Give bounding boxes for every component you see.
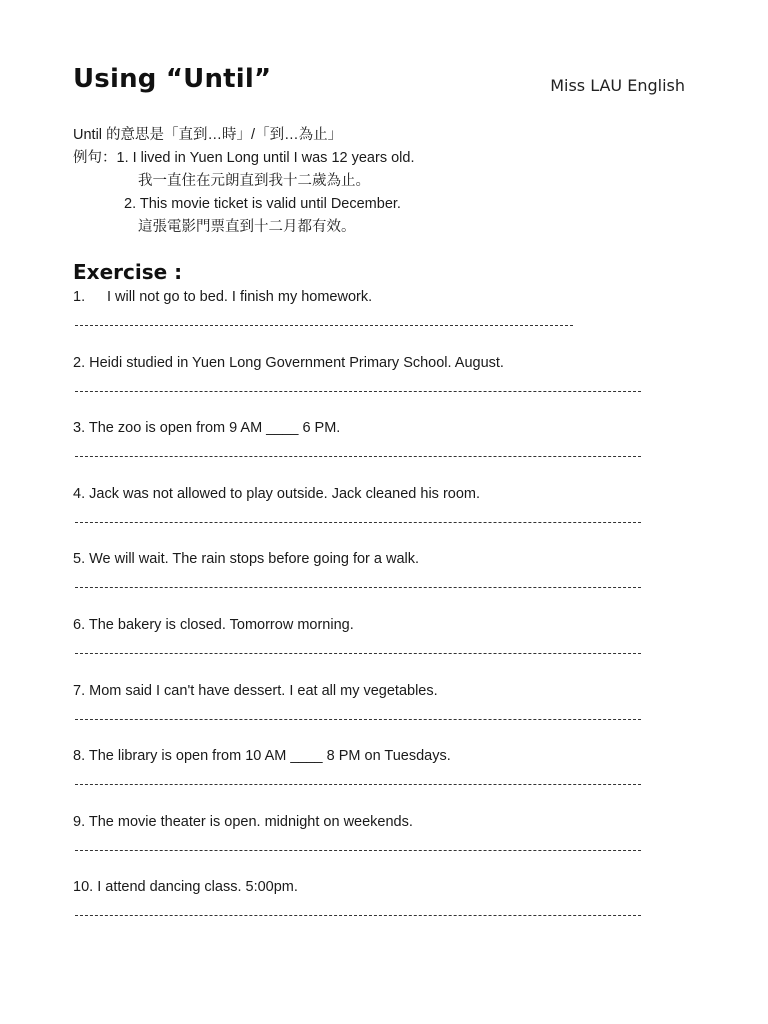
examples-label: 例句： [73, 150, 117, 166]
exercise-question [73, 287, 653, 353]
exercise-question [73, 615, 653, 681]
question-text [73, 877, 298, 897]
question-number: 1. [73, 289, 86, 305]
question-sentence: I attend dancing class. 5:00pm. [97, 879, 298, 896]
question-sentence: The bakery is closed. Tomorrow morning. [88, 616, 354, 633]
question-number: 2. [73, 354, 86, 371]
answer-line[interactable] [75, 784, 641, 785]
example-2-chinese: 這張電影門票直到十二月都有效。 [138, 219, 356, 235]
question-sentence: The library is open from 10 AM ____ 8 PM on Tuesdays. [88, 748, 451, 765]
exercise-heading: Exercise : [73, 260, 183, 284]
answer-line[interactable] [75, 915, 641, 916]
example-1-chinese: 我一直住在元朗直到我十二歲為止。 [138, 173, 370, 189]
question-number: 4. [73, 485, 86, 502]
exercise-question [73, 746, 653, 812]
question-number: 5. [73, 551, 86, 568]
answer-line[interactable] [75, 719, 641, 720]
question-sentence: Jack was not allowed to play outside. Jack cleaned his room. [89, 485, 481, 502]
exercise-question [73, 681, 653, 747]
exercise-question [73, 484, 653, 550]
exercise-question [73, 353, 653, 419]
answer-line[interactable] [75, 850, 641, 851]
brand-name: Miss LAU English [550, 76, 685, 95]
answer-line[interactable] [75, 587, 641, 588]
question-sentence: The zoo is open from 9 AM ____ 6 PM. [88, 420, 341, 437]
question-text [73, 746, 451, 766]
answer-line[interactable] [75, 653, 641, 654]
example-1-text: 1. I lived in Yuen Long until I was 12 years old. [116, 150, 415, 166]
question-number: 3. [73, 420, 86, 437]
question-sentence: I will not go to bed. I finish my homework. [107, 289, 373, 305]
question-text [73, 812, 413, 832]
question-sentence: The movie theater is open. midnight on weekends. [88, 813, 413, 830]
question-text [73, 615, 354, 635]
exercise-question [73, 418, 653, 484]
answer-line[interactable] [75, 325, 573, 326]
question-number: 7. [73, 682, 86, 699]
exercise-question [73, 877, 653, 943]
answer-line[interactable] [75, 391, 641, 392]
intro-section [73, 124, 713, 239]
question-sentence: Mom said I can't have dessert. I eat all my vegetables. [89, 682, 438, 699]
question-number: 10. [73, 879, 94, 896]
until-meaning: Until 的意思是「直到…時」/「到…為止」 [73, 127, 343, 143]
example-1-english [73, 147, 713, 170]
example-2-english: 2. This movie ticket is valid until December. [124, 196, 401, 212]
question-text [73, 418, 340, 438]
question-number: 9. [73, 813, 86, 830]
answer-line[interactable] [75, 522, 641, 523]
answer-line[interactable] [75, 456, 641, 457]
question-number: 6. [73, 616, 86, 633]
question-number: 8. [73, 748, 86, 765]
exercise-question [73, 549, 653, 615]
question-sentence: We will wait. The rain stops before going for a walk. [89, 551, 420, 568]
question-sentence: Heidi studied in Yuen Long Government Primary School. August. [89, 354, 504, 371]
question-text [73, 549, 419, 569]
exercise-list [73, 287, 653, 943]
question-text [73, 681, 438, 701]
exercise-question [73, 812, 653, 878]
question-text [73, 353, 504, 373]
question-text [73, 287, 372, 307]
question-text [73, 484, 480, 504]
page-title: Using “Until” [73, 64, 272, 94]
